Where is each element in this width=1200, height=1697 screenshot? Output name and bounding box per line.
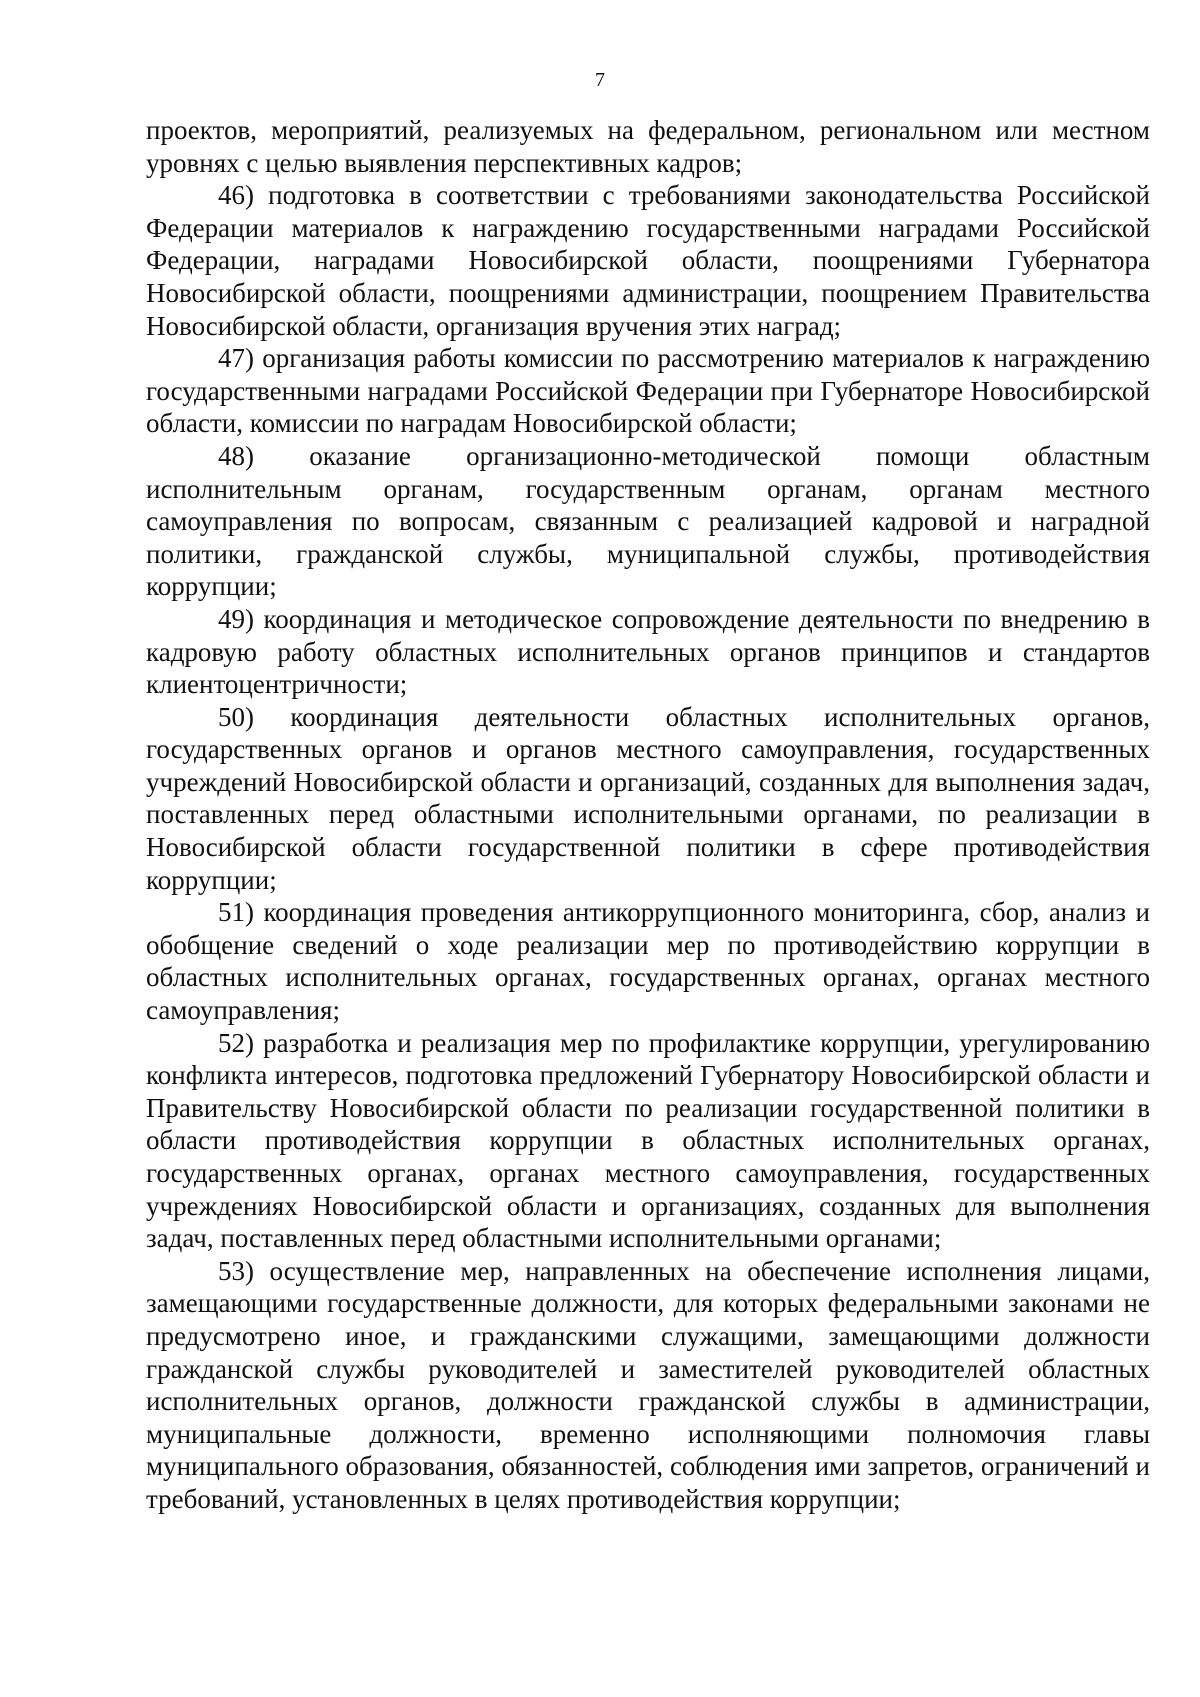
paragraph-item-49: 49) координация и методическое сопровождение деятельности по внедрению в кадровую работу областных исполнительных органов принципов и стандартов клиентоцентричности; xyxy=(146,603,1150,700)
paragraph-item-47: 47) организация работы комиссии по рассмотрению материалов к награждению государственными наградами Российской Федерации при Губернаторе Новосибирской области, комиссии по наградам Новосибирской области; xyxy=(146,343,1150,439)
paragraph-item-52: 52) разработка и реализация мер по профилактике коррупции, урегулированию конфликта интересов, подготовка предложений Губернатору Новосибирской области и Правительству Новосибирской области по реализации государственной политики в области противодействия коррупции в областных исполнительных органах, государственных органах, органах местного самоуправления, государственных учреждениях Новосибирской области и организациях, созданных для выполнения задач, поставленных перед областными исполнительными органами; xyxy=(146,1027,1150,1254)
paragraph-item-53: 53) осуществление мер, направленных на обеспечение исполнения лицами, замещающими государственные должности, для которых федеральными законами не предусмотрено иное, и гражданскими служащими, замещающими должности гражданской службы руководителей и заместителей руководителей областных исполнительных органов, должности гражданской службы в администрации, муниципальные должности, временно исполняющими полномочия главы муниципального образования, обязанностей, соблюдения ими запретов, ограничений и требований, установленных в целях противодействия коррупции; xyxy=(146,1255,1150,1514)
page-number: 7 xyxy=(595,69,605,91)
paragraph-item-48: 48) оказание организационно-методической помощи областным исполнительным органам, государственным органам, органам местного самоуправления по вопросам, связанным с реализацией кадровой и наградной политики, гражданской службы, муниципальной службы, противодействия коррупции; xyxy=(146,440,1150,602)
paragraph-item-46: 46) подготовка в соответствии с требованиями законодательства Российской Федерации материалов к награждению государственными наградами Российской Федерации, наградами Новосибирской области, поощрениями Губернатора Новосибирской области, поощрениями администрации, поощрением Правительства Новосибирской области, организация вручения этих наград; xyxy=(146,180,1150,341)
paragraph-item-50: 50) координация деятельности областных исполнительных органов, государственных органов и органов местного самоуправления, государственных учреждений Новосибирской области и организаций, созданных для выполнения задач, поставленных перед областными исполнительными органами, по реализации в Новосибирской области государственной политики в сфере противодействия коррупции; xyxy=(146,701,1150,895)
document-body xyxy=(146,114,1150,1516)
paragraph-item-51: 51) координация проведения антикоррупционного мониторинга, сбор, анализ и обобщение сведений о ходе реализации мер по противодействию коррупции в областных исполнительных органах, государственных органах, органах местного самоуправления; xyxy=(146,897,1150,1026)
paragraph-continuation: проектов, мероприятий, реализуемых на федеральном, региональном или местном уровнях с целью выявления перспективных кадров; xyxy=(146,115,1150,178)
